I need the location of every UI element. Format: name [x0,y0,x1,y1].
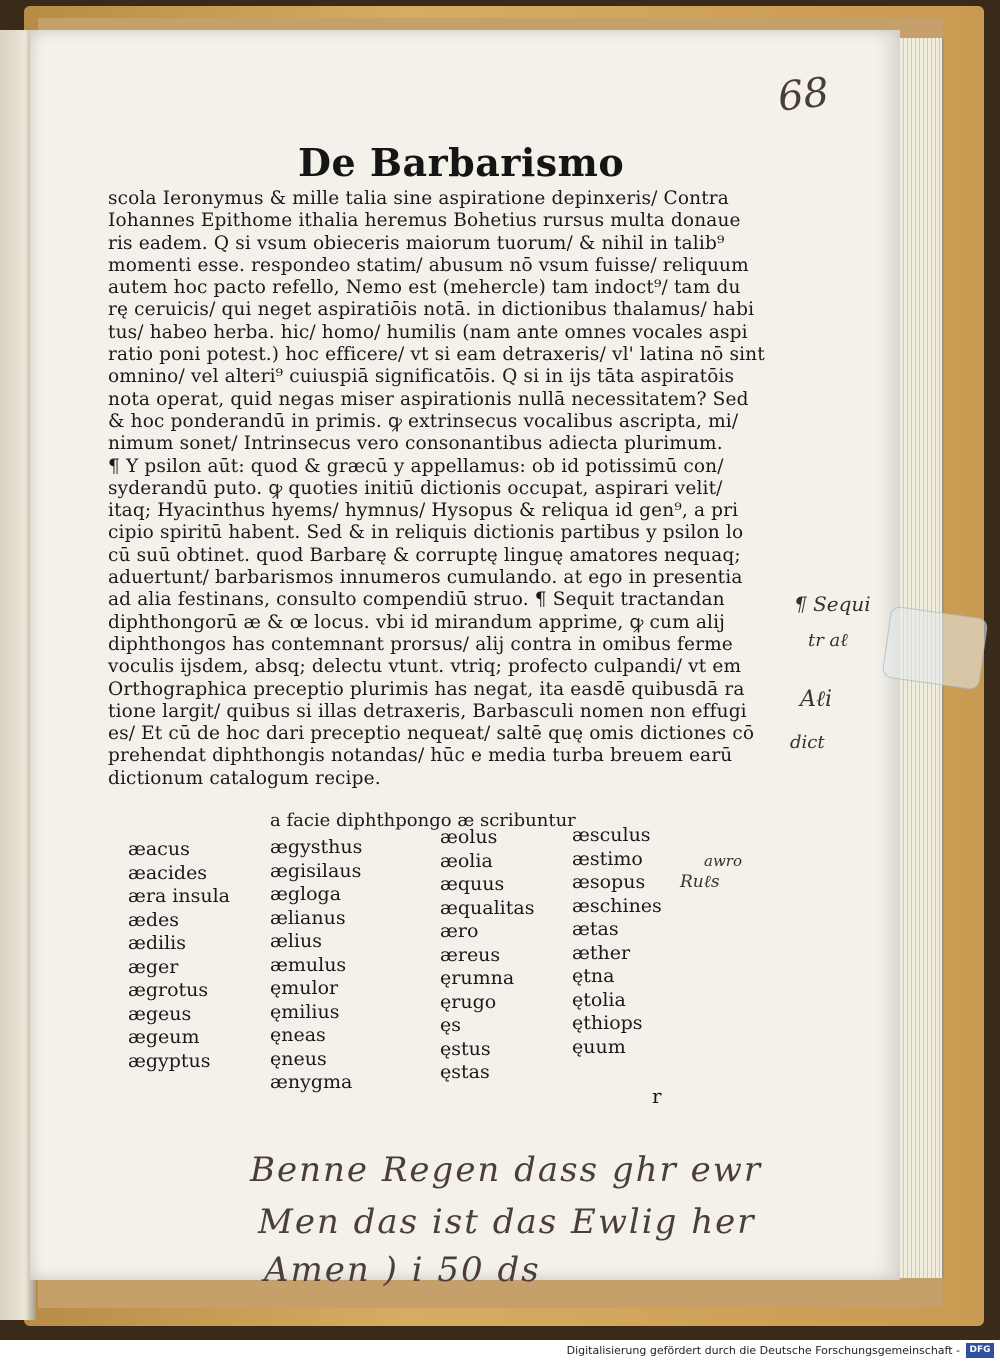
word-entry: æolus [440,826,498,848]
word-entry: ægrotus [128,979,209,1001]
text-line: voculis ijsdem, absq; delectu vtunt. vtriq; profecto culpandi/ vt em [108,656,742,678]
text-line: Iohannes Epithome ithalia heremus Bohetius rursus multa donaue [108,210,741,232]
word-entry: ęneus [270,1047,327,1070]
text-line: syderandū puto. ꝙ quoties initiū dictionis occupat, aspirari velit/ [108,477,723,499]
word-entry: æsopus [572,871,646,893]
footer-credit: Digitalisierung gefördert durch die Deutsche Forschungsgemeinschaft - [566,1344,960,1357]
handwritten-line: Men das ist das Ewlig her [258,1202,756,1242]
text-line: ratio poni potest.) hoc efficere/ vt si eam detraxeris/ vl' latina nō sint [108,344,765,366]
margin-note: awro [704,852,742,870]
word-entry: æschines [572,894,662,917]
word-entry: æacus [128,838,190,860]
word-column-4 [572,824,662,1059]
word-entry: æra insula [128,885,231,907]
word-entry: ægysthus [270,836,363,858]
text-line: nimum sonet/ Intrinsecus vero consonantibus adiecta plurimum. [108,433,723,455]
text-line: ris eadem. Q si vsum obieceris maiorum tuorum/ & nihil in talib⁹ [108,232,725,254]
margin-note: ¶ Sequi [794,592,871,616]
word-entry: ęstas [440,1061,490,1083]
text-line: omnino/ vel alteri⁹ cuiuspiā significatōis. Q si in ijs tāta aspiratōis [108,366,735,388]
margin-note: tr aℓ [808,630,848,651]
footer-bar [0,1340,1000,1362]
handwritten-line: Benne Regen dass ghr ewr [250,1150,763,1190]
word-entry: æger [128,955,179,978]
text-line: es/ Et cū de hoc dari preceptio nequeat/ saltē quę omis dictiones cō [108,723,755,745]
word-entry: ęrugo [440,990,497,1013]
text-line: aduertunt/ barbarismos innumeros cumulando. at ego in presentia [108,567,743,589]
word-entry: ægloga [270,883,342,905]
text-line: cipio spiritū habent. Sed & in reliquis dictionis partibus y psilon lo [108,522,744,544]
body-text [108,188,765,790]
word-list-subhead: a facie diphthpongo æ scribuntur [270,810,576,831]
text-line: itaq; Hyacinthus hyems/ hymnus/ Hysopus & reliqua id gen⁹, a pri [108,500,739,522]
word-entry: ætas [572,918,619,940]
word-entry: æolia [440,849,493,872]
word-entry: æreus [440,943,501,966]
word-entry: ælianus [270,906,346,929]
transparent-tab [881,606,988,691]
text-line: diphthongos has contemnant prorsus/ alij contra in omibus ferme [108,633,733,655]
word-entry: æqualitas [440,896,535,919]
word-column-1 [128,838,230,1073]
word-entry: ęuum [572,1035,626,1058]
text-line: cū suū obtinet. quod Barbarę & corruptę linguę amatores nequaq; [108,544,741,566]
word-entry: æro [440,920,479,942]
end-mark: r [652,1084,662,1108]
word-entry: æacides [128,861,208,884]
word-entry: ęrumna [440,967,515,989]
text-line: tus/ habeo herba. hic/ homo/ humilis (nam ante omnes vocales aspi [108,321,748,343]
text-line: autem hoc pacto refello, Nemo est (mehercle) tam indoct⁹/ tam du [108,277,741,299]
text-line: & hoc ponderandū in primis. ꝙ extrinsecus vocalibus ascripta, mi/ [108,410,739,432]
word-entry: ægyptus [128,1049,211,1072]
word-entry: ęmulor [270,977,339,999]
margin-note: dict [790,732,825,753]
word-entry: ęs [440,1014,461,1036]
word-entry: ęmilius [270,1000,340,1023]
word-entry: æstimo [572,847,643,870]
word-entry: ęneas [270,1024,326,1046]
text-line: tione largit/ quibus si illas detraxeris, Barbasculi nomen non effugi [108,700,747,722]
word-column-3 [440,826,534,1085]
text-line: rę ceruicis/ qui neget aspiratiōis notā. in dictionibus thalamus/ habi [108,299,755,321]
word-entry: ęstus [440,1037,491,1060]
word-entry: æquus [440,873,505,895]
text-line: prehendat diphthongis notandas/ hūc e media turba breuem earū [108,745,733,767]
margin-note: Aℓi [800,687,833,712]
folio-number: 68 [775,69,832,121]
text-line: diphthongorū æ & œ locus. vbi id mirandum apprime, ꝙ cum alij [108,611,726,633]
dfg-logo: DFG [966,1343,994,1358]
word-entry: ædes [128,908,180,931]
text-line: Orthographica preceptio plurimis has negat, ita easdē quibusdā ra [108,678,745,700]
word-entry: ælius [270,930,322,952]
text-line: momenti esse. respondeo statim/ abusum nō vsum fuisse/ reliquum [108,254,749,276]
word-entry: æmulus [270,953,347,976]
text-line: dictionum catalogum recipe. [108,767,381,789]
word-entry: æsculus [572,824,651,846]
word-entry: æther [572,941,631,964]
word-entry: ægeus [128,1002,192,1025]
word-column-2 [270,836,362,1095]
handwritten-line: Amen ) i 50 ds [264,1250,541,1290]
margin-note: Ruℓs [680,872,720,892]
text-line: ad alia festinans, consulto compendiū struo. ¶ Sequit tractandan [108,589,725,611]
text-line: nota operat, quid negas miser aspirationis nullā necessitatem? Sed [108,388,749,410]
page-heading: De Barbarismo [298,140,625,185]
word-entry: ægeum [128,1026,200,1048]
word-entry: ętolia [572,988,626,1011]
word-entry: ægisilaus [270,859,362,882]
word-entry: ædilis [128,932,187,954]
word-entry: ænygma [270,1071,353,1093]
text-line: ¶ Y psilon aūt: quod & græcū y appellamus: ob id potissimū con/ [108,455,724,477]
word-entry: ęthiops [572,1012,643,1034]
text-line: scola Ieronymus & mille talia sine aspiratione depinxeris/ Contra [108,188,729,209]
word-entry: ętna [572,965,615,987]
